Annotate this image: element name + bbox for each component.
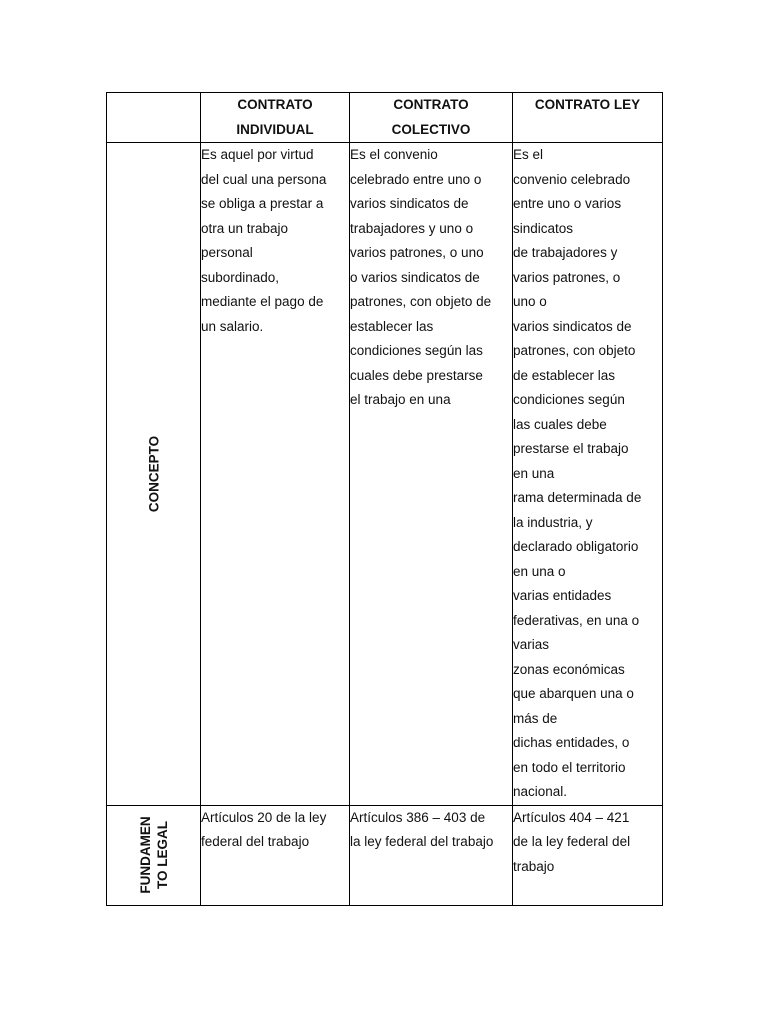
text-line: trabajadores y uno o xyxy=(350,220,474,236)
text-line: declarado obligatorio xyxy=(513,539,639,554)
header-contrato-ley xyxy=(513,93,663,143)
text-line: zonas económicas xyxy=(513,661,625,677)
text-line: establecer las xyxy=(350,318,434,334)
text-line: en una xyxy=(513,465,555,481)
concepto-individual-cell xyxy=(201,143,350,806)
text-line: de trabajadores y xyxy=(513,245,618,260)
row-label-fundamento-legal xyxy=(107,805,201,905)
header-contrato-colectivo xyxy=(350,93,513,143)
header-line: CONTRATO xyxy=(393,97,469,112)
label-line: TO LEGAL xyxy=(154,821,170,890)
row-label-concepto xyxy=(107,143,201,806)
text-line: Es el convenio xyxy=(350,147,438,162)
text-line: se obliga a prestar a xyxy=(201,196,324,211)
text-line: varios patrones, o xyxy=(513,269,621,285)
vertical-label xyxy=(137,816,171,893)
text-line: convenio celebrado xyxy=(513,171,631,187)
header-line: INDIVIDUAL xyxy=(236,121,314,137)
text-line: Artículos 404 – 421 xyxy=(513,809,630,825)
header-row xyxy=(107,93,663,143)
text-line: la industria, y xyxy=(513,514,593,530)
text-line: subordinado, xyxy=(201,269,280,285)
text-line: patrones, con objeto xyxy=(513,343,636,358)
fundamento-colectivo-cell xyxy=(350,805,513,905)
text-line: sindicatos xyxy=(513,220,574,236)
fundamento-individual-cell xyxy=(201,805,350,905)
text-line: la ley federal del trabajo xyxy=(350,834,494,849)
text-line: varios sindicatos de xyxy=(350,196,469,211)
label-line: FUNDAMEN xyxy=(137,816,153,894)
row-concepto xyxy=(107,143,663,806)
comparison-table xyxy=(106,92,663,906)
concepto-colectivo-cell xyxy=(350,143,513,806)
text-line: prestarse el trabajo xyxy=(513,441,629,456)
row-fundamento-legal xyxy=(107,805,663,905)
text-line: patrones, con objeto de xyxy=(350,294,492,309)
text-line: en todo el territorio xyxy=(513,759,626,775)
header-line: COLECTIVO xyxy=(391,121,471,137)
text-line: celebrado entre uno o xyxy=(350,171,482,187)
text-line: Artículos 20 de la ley xyxy=(201,809,327,825)
text-line: Artículos 386 – 403 de xyxy=(350,809,486,825)
header-line: CONTRATO xyxy=(237,97,313,112)
text-line: personal xyxy=(201,245,253,260)
text-line: que abarquen una o xyxy=(513,686,634,701)
text-line: del cual una persona xyxy=(201,171,327,187)
text-line: de la ley federal del xyxy=(513,834,631,849)
text-line: rama determinada de xyxy=(513,490,642,505)
header-contrato-individual xyxy=(201,93,350,143)
text-line: condiciones según xyxy=(513,392,625,407)
text-line: entre uno o varios xyxy=(513,196,622,211)
text-line: mediante el pago de xyxy=(201,294,324,309)
text-line: trabajo xyxy=(513,858,555,874)
text-line: un salario. xyxy=(201,318,264,334)
text-line: más de xyxy=(513,710,558,726)
text-line: Es aquel por virtud xyxy=(201,147,314,162)
text-line: varios sindicatos de xyxy=(513,318,632,334)
concepto-ley-cell xyxy=(513,143,663,806)
text-line: otra un trabajo xyxy=(201,220,289,236)
text-line: las cuales debe xyxy=(513,416,607,432)
text-line: de establecer las xyxy=(513,367,616,383)
fundamento-ley-cell xyxy=(513,805,663,905)
text-line: Es el xyxy=(513,147,544,162)
text-line: varias entidades xyxy=(513,588,612,603)
text-line: o varios sindicatos de xyxy=(350,269,480,285)
text-line: federal del trabajo xyxy=(201,834,310,849)
text-line: nacional. xyxy=(513,784,568,799)
text-line: varios patrones, o uno xyxy=(350,245,484,260)
vertical-label: CONCEPTO xyxy=(146,435,161,512)
header-line: CONTRATO LEY xyxy=(534,97,641,112)
text-line: en una o xyxy=(513,563,566,579)
text-line: federativas, en una o xyxy=(513,612,640,628)
text-line: varias xyxy=(513,637,550,652)
corner-cell xyxy=(107,93,201,143)
text-line: dichas entidades, o xyxy=(513,735,630,750)
text-line: condiciones según las xyxy=(350,343,483,358)
text-line: el trabajo en una xyxy=(350,392,451,407)
text-line: cuales debe prestarse xyxy=(350,367,483,383)
text-line: uno o xyxy=(513,294,547,309)
